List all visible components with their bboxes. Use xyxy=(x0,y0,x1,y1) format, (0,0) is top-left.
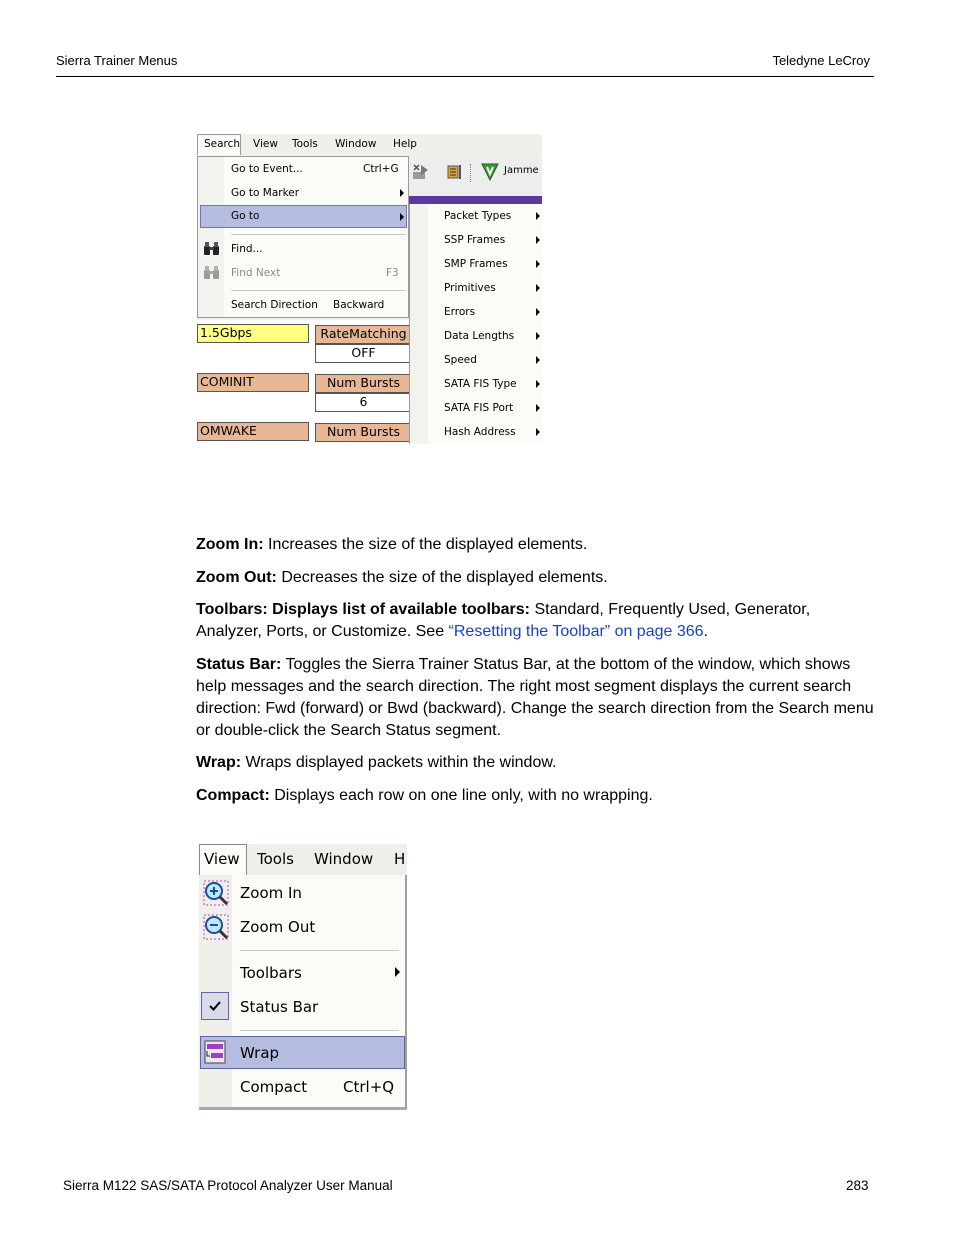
find-next-shortcut: F3 xyxy=(386,267,399,279)
menu-view[interactable]: View xyxy=(253,138,278,150)
search-menu-screenshot xyxy=(197,134,542,444)
grid-cell-comwake[interactable]: OMWAKE xyxy=(197,422,309,441)
menu-item-wrap-highlight[interactable] xyxy=(200,1036,405,1069)
menu-separator xyxy=(240,950,399,951)
page-number: 283 xyxy=(846,1178,869,1193)
menu-separator xyxy=(240,1030,399,1031)
menu-bar xyxy=(197,134,542,157)
term-zoom-in: Zoom In: xyxy=(196,536,264,553)
submenu-arrow-icon xyxy=(400,189,404,197)
paragraph-zoom-out xyxy=(196,567,876,589)
menu-item-search-direction[interactable]: Search Direction xyxy=(231,299,318,311)
toolbar-generator-icon[interactable] xyxy=(411,162,431,182)
link-resetting-toolbar[interactable]: “Resetting the Toolbar” on page 366 xyxy=(448,623,704,640)
menu-icon-gutter xyxy=(198,157,224,317)
menu-item-goto-event[interactable]: Go to Event... xyxy=(231,163,303,175)
zoom-out-icon xyxy=(203,914,229,940)
toolbar-separator xyxy=(470,164,473,182)
submenu-item-packet-types[interactable]: Packet Types xyxy=(444,210,512,222)
submenu-arrow-icon xyxy=(536,356,540,364)
submenu-arrow-icon xyxy=(536,404,540,412)
submenu-item-errors[interactable]: Errors xyxy=(444,306,476,318)
submenu-item-speed[interactable]: Speed xyxy=(444,354,477,366)
desc-zoom-in: Increases the size of the displayed elements. xyxy=(263,536,588,553)
term-zoom-out: Zoom Out: xyxy=(196,569,277,586)
page-header-right: Teledyne LeCroy xyxy=(772,53,870,68)
submenu-arrow-icon xyxy=(536,260,540,268)
menu-window[interactable]: Window xyxy=(335,138,377,150)
submenu-item-sata-fis-type[interactable]: SATA FIS Type xyxy=(444,378,517,390)
submenu-arrow-icon xyxy=(400,213,404,221)
paragraph-zoom-in xyxy=(196,534,876,556)
term-toolbars: Toolbars: Displays list of available toolbars: xyxy=(196,601,531,618)
submenu-arrow-icon xyxy=(536,308,540,316)
toolbar-settings-icon[interactable] xyxy=(445,162,465,182)
desc-status-bar: Toggles the Sierra Trainer Status Bar, at the bottom of the window, which shows help messages and the search direction. The right most segment displays the current search direction: Fwd (forward) or Bwd (backward). Change the search direction from the Search menu or double-click the Search Status segment. xyxy=(196,656,874,739)
grid-cell-rate-value[interactable]: OFF xyxy=(315,344,410,363)
submenu-arrow-icon xyxy=(536,236,540,244)
menu-view[interactable]: View xyxy=(204,850,240,868)
menu-tools[interactable]: Tools xyxy=(257,850,294,868)
term-status-bar: Status Bar: xyxy=(196,656,282,673)
jammer-icon[interactable] xyxy=(480,162,500,182)
page-footer-left: Sierra M122 SAS/SATA Protocol Analyzer User Manual xyxy=(63,1178,393,1193)
goto-submenu xyxy=(409,204,542,444)
menu-item-compact[interactable]: Compact xyxy=(240,1078,308,1096)
submenu-arrow-icon xyxy=(536,284,540,292)
zoom-in-icon xyxy=(203,880,229,906)
compact-shortcut: Ctrl+Q xyxy=(343,1078,395,1096)
paragraph-toolbars xyxy=(196,599,876,643)
toolbar xyxy=(407,156,542,197)
submenu-arrow-icon xyxy=(536,380,540,388)
menu-window[interactable]: Window xyxy=(314,850,374,868)
menu-bar xyxy=(199,844,407,876)
goto-event-shortcut: Ctrl+G xyxy=(363,163,399,175)
menu-item-find[interactable]: Find... xyxy=(231,243,263,255)
header-rule xyxy=(56,76,874,77)
term-compact: Compact: xyxy=(196,787,270,804)
grid-cell-cominit[interactable]: COMINIT xyxy=(197,373,309,392)
window-title-strip xyxy=(407,196,542,204)
grid-cell-speed[interactable]: 1.5Gbps xyxy=(197,324,309,343)
menu-item-goto-marker[interactable]: Go to Marker xyxy=(231,187,300,199)
wrap-icon xyxy=(203,1039,229,1065)
paragraph-wrap xyxy=(196,752,876,774)
menu-item-status-bar[interactable]: Status Bar xyxy=(240,998,319,1016)
submenu-arrow-icon xyxy=(536,332,540,340)
grid-cell-num-bursts-1[interactable]: Num Bursts xyxy=(315,374,410,393)
binoculars-disabled-icon xyxy=(203,265,220,280)
submenu-item-primitives[interactable]: Primitives xyxy=(444,282,496,294)
menu-item-toolbars[interactable]: Toolbars xyxy=(240,964,302,982)
submenu-item-smp-frames[interactable]: SMP Frames xyxy=(444,258,508,270)
page-header-left: Sierra Trainer Menus xyxy=(56,53,178,68)
binoculars-icon xyxy=(203,241,220,256)
grid-cell-bursts-value[interactable]: 6 xyxy=(315,393,410,412)
paragraph-status-bar xyxy=(196,654,876,742)
menu-item-zoom-out[interactable]: Zoom Out xyxy=(240,918,316,936)
menu-separator xyxy=(231,234,405,235)
desc-toolbars-end: . xyxy=(703,623,708,640)
submenu-arrow-icon xyxy=(536,428,540,436)
trainer-grid xyxy=(197,320,412,444)
view-dropdown-menu xyxy=(199,875,407,1110)
search-dropdown-menu xyxy=(197,156,409,318)
desc-toolbars: Standard, Frequently Used, Generator, Analyzer, Ports, or Customize. See xyxy=(196,601,811,640)
menu-item-wrap[interactable]: Wrap xyxy=(240,1044,280,1062)
menu-item-find-next[interactable]: Find Next xyxy=(231,267,281,279)
view-menu-screenshot xyxy=(199,844,407,1110)
paragraph-compact xyxy=(196,785,876,807)
checkmark-icon xyxy=(208,999,222,1013)
menu-help[interactable]: Help xyxy=(393,138,417,150)
menu-icon-gutter xyxy=(199,875,232,1107)
submenu-item-data-lengths[interactable]: Data Lengths xyxy=(444,330,515,342)
term-wrap: Wrap: xyxy=(196,754,242,771)
submenu-arrow-icon xyxy=(536,212,540,220)
search-direction-value: Backward xyxy=(333,299,385,311)
submenu-item-hash-address[interactable]: Hash Address xyxy=(444,426,516,438)
menu-tools[interactable]: Tools xyxy=(292,138,318,150)
desc-compact: Displays each row on one line only, with no wrapping. xyxy=(269,787,653,804)
desc-wrap: Wraps displayed packets within the window. xyxy=(241,754,557,771)
grid-cell-rate-matching[interactable]: RateMatching xyxy=(315,325,410,344)
status-bar-check-box xyxy=(201,992,229,1020)
menu-search[interactable]: Search xyxy=(204,138,241,150)
submenu-item-ssp-frames[interactable]: SSP Frames xyxy=(444,234,506,246)
menu-help-truncated[interactable]: H xyxy=(394,850,406,868)
menu-separator xyxy=(231,290,405,291)
submenu-item-sata-fis-port[interactable]: SATA FIS Port xyxy=(444,402,514,414)
jammer-label[interactable]: Jamme xyxy=(504,165,539,176)
submenu-arrow-icon xyxy=(395,967,400,977)
menu-item-goto[interactable]: Go to xyxy=(231,210,260,222)
menu-item-zoom-in[interactable]: Zoom In xyxy=(240,884,302,902)
desc-zoom-out: Decreases the size of the displayed elements. xyxy=(276,569,608,586)
grid-cell-num-bursts-2[interactable]: Num Bursts xyxy=(315,423,410,442)
submenu-icon-gutter xyxy=(410,204,428,444)
